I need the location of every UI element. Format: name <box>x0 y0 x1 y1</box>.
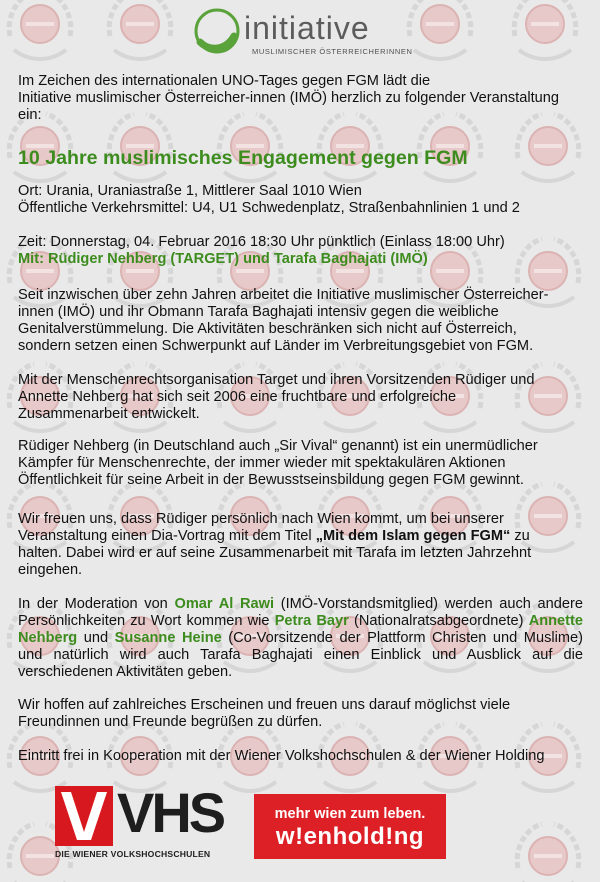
paragraph-1 <box>18 287 583 355</box>
initiative-logo <box>192 4 422 60</box>
vhs-wordmark: VHS <box>117 781 224 844</box>
admission-note: Eintritt frei in Kooperation mit der Wiener Volkshochschulen & der Wiener Holding <box>18 748 545 764</box>
intro-paragraph <box>18 73 583 124</box>
person-name: Omar Al Rawi <box>174 596 275 612</box>
paragraph-6 <box>18 697 583 731</box>
paragraph-line: Mit der Menschenrechtsorganisation Target und ihren Vorsitzenden Rüdiger und <box>18 372 535 388</box>
person-name: Petra Bayr <box>274 613 349 629</box>
intro-line: Im Zeichen des internationalen UNO-Tages gegen FGM lädt die <box>18 73 431 89</box>
paragraph-2 <box>18 372 583 423</box>
paragraph-line: Öffentlichkeit für seine Arbeit in der Bewusstseinsbildung gegen FGM gewinnt. <box>18 472 524 488</box>
paragraph-4 <box>18 511 583 579</box>
paragraph-line: halten. Dabei wird er auf seine Zusammenarbeit mit Tarafa im letzten Jahrzehnt <box>18 545 532 561</box>
wienholding-wordmark: w!enhold!ng <box>275 823 425 850</box>
logo-subtitle: MUSLIMISCHER ÖSTERREICHERINNEN <box>252 47 413 56</box>
time-block <box>18 234 583 268</box>
paragraph-line: Freundinnen und Freunde begrüßen zu dürfen. <box>18 714 323 730</box>
transport-line: Öffentliche Verkehrsmittel: U4, U1 Schwedenplatz, Straßenbahnlinien 1 und 2 <box>18 200 520 216</box>
text-segment: (Co-Vorsitzende der Plattform Christen und Muslime) und natürlich wird auch Tarafa Baghajati einen Einblick und Ausblick auf die verschiedenen Aktivitäten geben. <box>18 630 583 680</box>
paragraph-line: sondern setzen einen Schwerpunkt auf Länder im Verbreitungsgebiet von FGM. <box>18 338 534 354</box>
paragraph-line: Annette Nehberg hat sich seit 2006 eine fruchtbare und erfolgreiche <box>18 389 457 405</box>
paragraph-line: Kämpfer für Menschenrechte, der immer wieder mit spektakulären Aktionen <box>18 455 506 471</box>
wienholding-slogan: mehr wien zum leben. <box>274 806 426 822</box>
paragraph-line: innen (IMÖ) und ihr Obmann Tarafa Baghajati intensiv gegen die weibliche <box>18 304 499 320</box>
vhs-logo <box>55 781 233 860</box>
vhs-subtitle: DIE WIENER VOLKSHOCHSCHULEN <box>55 849 211 859</box>
paragraph-line: Seit inzwischen über zehn Jahren arbeitet die Initiative muslimischer Österreicher- <box>18 287 549 303</box>
intro-line: Initiative muslimischer Österreicher-innen (IMÖ) herzlich zu folgender Veranstaltung <box>18 90 560 106</box>
location-line: Ort: Urania, Uraniastraße 1, Mittlerer Saal 1010 Wien <box>18 183 362 199</box>
time-line: Zeit: Donnerstag, 04. Februar 2016 18:30 Uhr pünktlich (Einlass 18:00 Uhr) <box>18 234 505 250</box>
person-name: Susanne Heine <box>114 630 222 646</box>
paragraph-line <box>18 528 583 545</box>
text-segment: zu <box>510 528 530 544</box>
intro-line: ein: <box>18 107 42 123</box>
speakers-line: Mit: Rüdiger Nehberg (TARGET) und Tarafa Baghajati (IMÖ) <box>18 251 428 267</box>
location-block <box>18 183 583 217</box>
logo-swoosh-icon <box>192 6 242 56</box>
wienholding-logo <box>254 794 446 859</box>
text-segment: (Nationalratsabgeordnete) <box>348 613 529 629</box>
paragraph-line: Wir hoffen auf zahlreiches Erscheinen und freuen uns darauf möglichst viele <box>18 697 511 713</box>
paragraph-line: eingehen. <box>18 562 83 578</box>
paragraph-line: Zusammenarbeit entwickelt. <box>18 406 200 422</box>
event-title: 10 Jahre muslimisches Engagement gegen FGM <box>18 147 468 169</box>
text-segment: Veranstaltung einen Dia-Vortrag mit dem Titel <box>18 528 316 544</box>
text-segment: (IMÖ-Vorstandsmitglied) werden auch andere Persönlichkeiten zu Wort kommen wie <box>18 596 583 629</box>
person-name: Annette Nehberg <box>18 613 584 646</box>
text-segment: In der Moderation von <box>18 596 175 612</box>
talk-title: „Mit dem Islam gegen FGM“ <box>315 528 511 544</box>
paragraph-line: Rüdiger Nehberg (in Deutschland auch „Sir Vival“ genannt) ist ein unermüdlicher <box>18 438 538 454</box>
paragraph-3 <box>18 438 583 489</box>
paragraph-line: Genitalverstümmelung. Die Aktivitäten beschränken sich nicht auf Österreich, <box>18 321 517 337</box>
logo-wordmark: initiative <box>244 10 370 46</box>
paragraph-5 <box>18 596 583 681</box>
paragraph-line: Wir freuen uns, dass Rüdiger persönlich nach Wien kommt, um bei unserer <box>18 511 504 527</box>
text-segment: und <box>77 630 115 646</box>
vhs-v-icon <box>55 786 113 846</box>
